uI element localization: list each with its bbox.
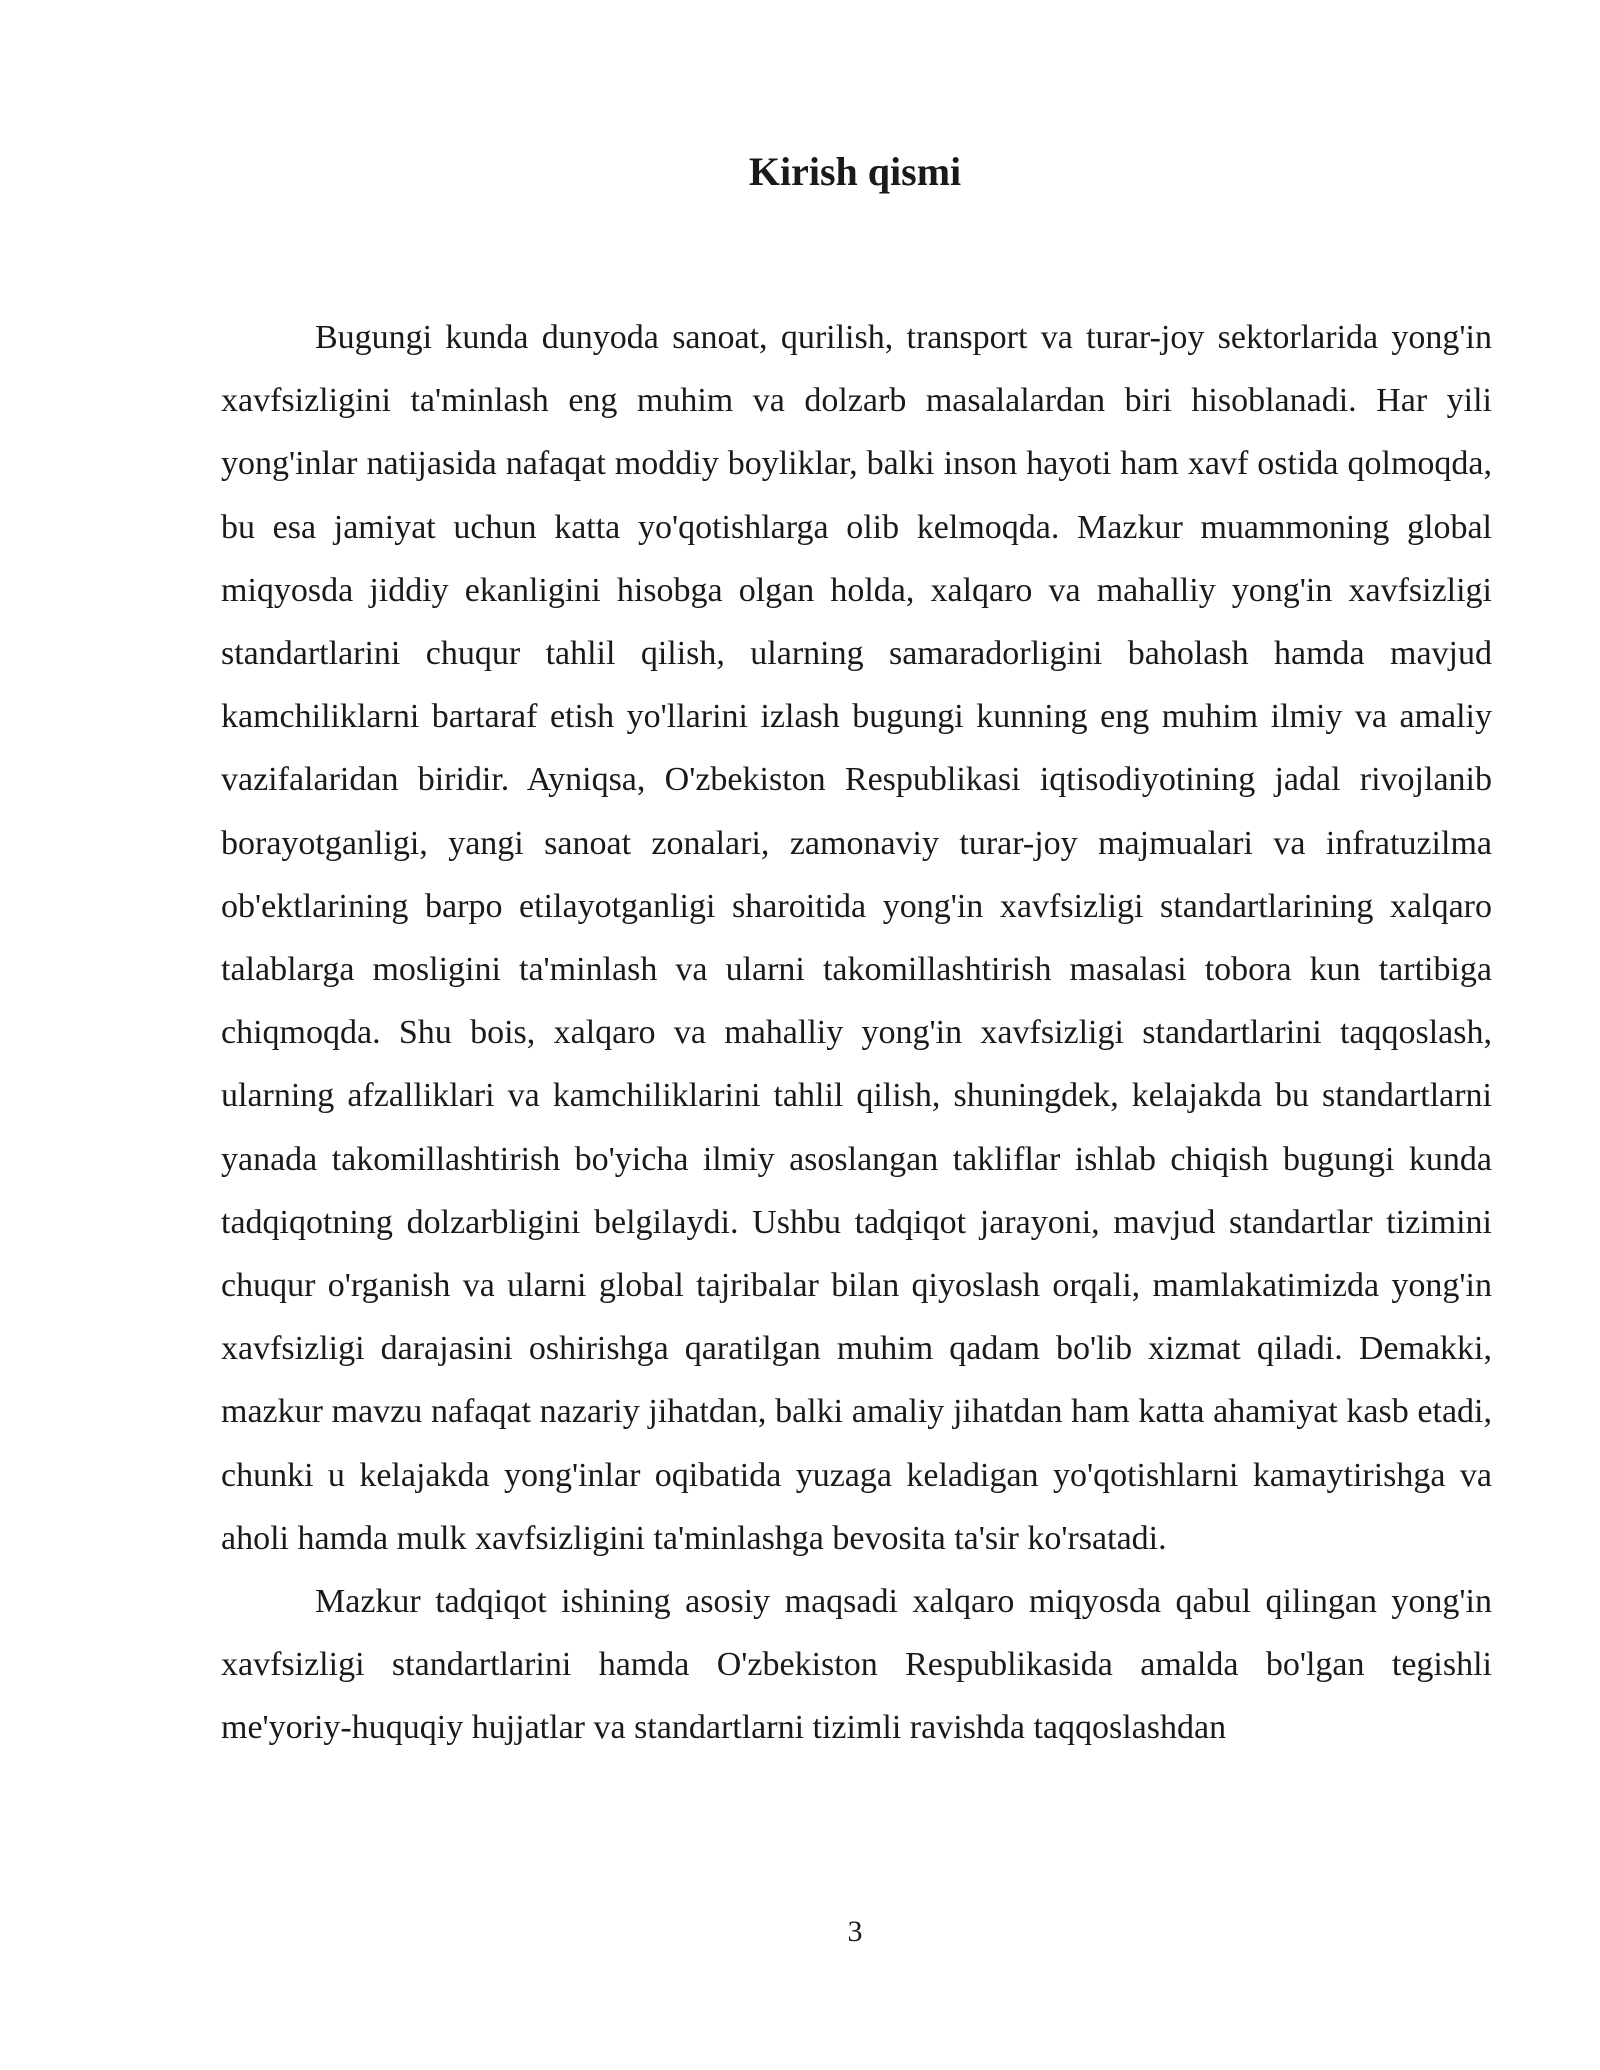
body-text [221,306,1492,1760]
paragraph-1: Bugungi kunda dunyoda sanoat, qurilish, transport va turar-joy sektorlarida yong'in xavfsizligini ta'minlash eng muhim va dolzarb masalalardan biri hisoblanadi. Har yili yong'inlar natijasida nafaqat moddiy boyliklar, balki inson hayoti ham xavf ostida qolmoqda, bu esa jamiyat uchun katta yo'qotishlarga olib kelmoqda. Mazkur muammoning global miqyosda jiddiy ekanligini hisobga olgan holda, xalqaro va mahalliy yong'in xavfsizligi standartlarini chuqur tahlil qilish, ularning samaradorligini baholash hamda mavjud kamchiliklarni bartaraf etish yo'llarini izlash bugungi kunning eng muhim ilmiy va amaliy vazifalaridan biridir. Ayniqsa, O'zbekiston Respublikasi iqtisodiyotining jadal rivojlanib borayotganligi, yangi sanoat zonalari, zamonaviy turar-joy majmualari va infratuzilma ob'ektlarining barpo etilayotganligi sharoitida yong'in xavfsizligi standartlarining xalqaro talablarga mosligini ta'minlash va ularni takomillashtirish masalasi tobora kun tartibiga chiqmoqda. Shu bois, xalqaro va mahalliy yong'in xavfsizligi standartlarini taqqoslash, ularning afzalliklari va kamchiliklarini tahlil qilish, shuningdek, kelajakda bu standartlarni yanada takomillashtirish bo'yicha ilmiy asoslangan takliflar ishlab chiqish bugungi kunda tadqiqotning dolzarbligini belgilaydi. Ushbu tadqiqot jarayoni, mavjud standartlar tizimini chuqur o'rganish va ularni global tajribalar bilan qiyoslash orqali, mamlakatimizda yong'in xavfsizligi darajasini oshirishga qaratilgan muhim qadam bo'lib xizmat qiladi. Demakki, mazkur mavzu nafaqat nazariy jihatdan, balki amaliy jihatdan ham katta ahamiyat kasb etadi, chunki u kelajakda yong'inlar oqibatida yuzaga keladigan yo'qotishlarni kamaytirishga va aholi hamda mulk xavfsizligini ta'minlashga bevosita ta'sir ko'rsatadi. [221,319,1492,1557]
page-title: Kirish qismi [748,149,962,194]
page-number: 3 [847,1915,863,1948]
paragraph-2: Mazkur tadqiqot ishining asosiy maqsadi xalqaro miqyosda qabul qilingan yong'in xavfsizligi standartlarini hamda O'zbekiston Respublikasida amalda bo'lgan tegishli me'yoriy-huquqiy hujjatlar va standartlarni tizimli ravishda taqqoslashdan [221,1583,1492,1747]
